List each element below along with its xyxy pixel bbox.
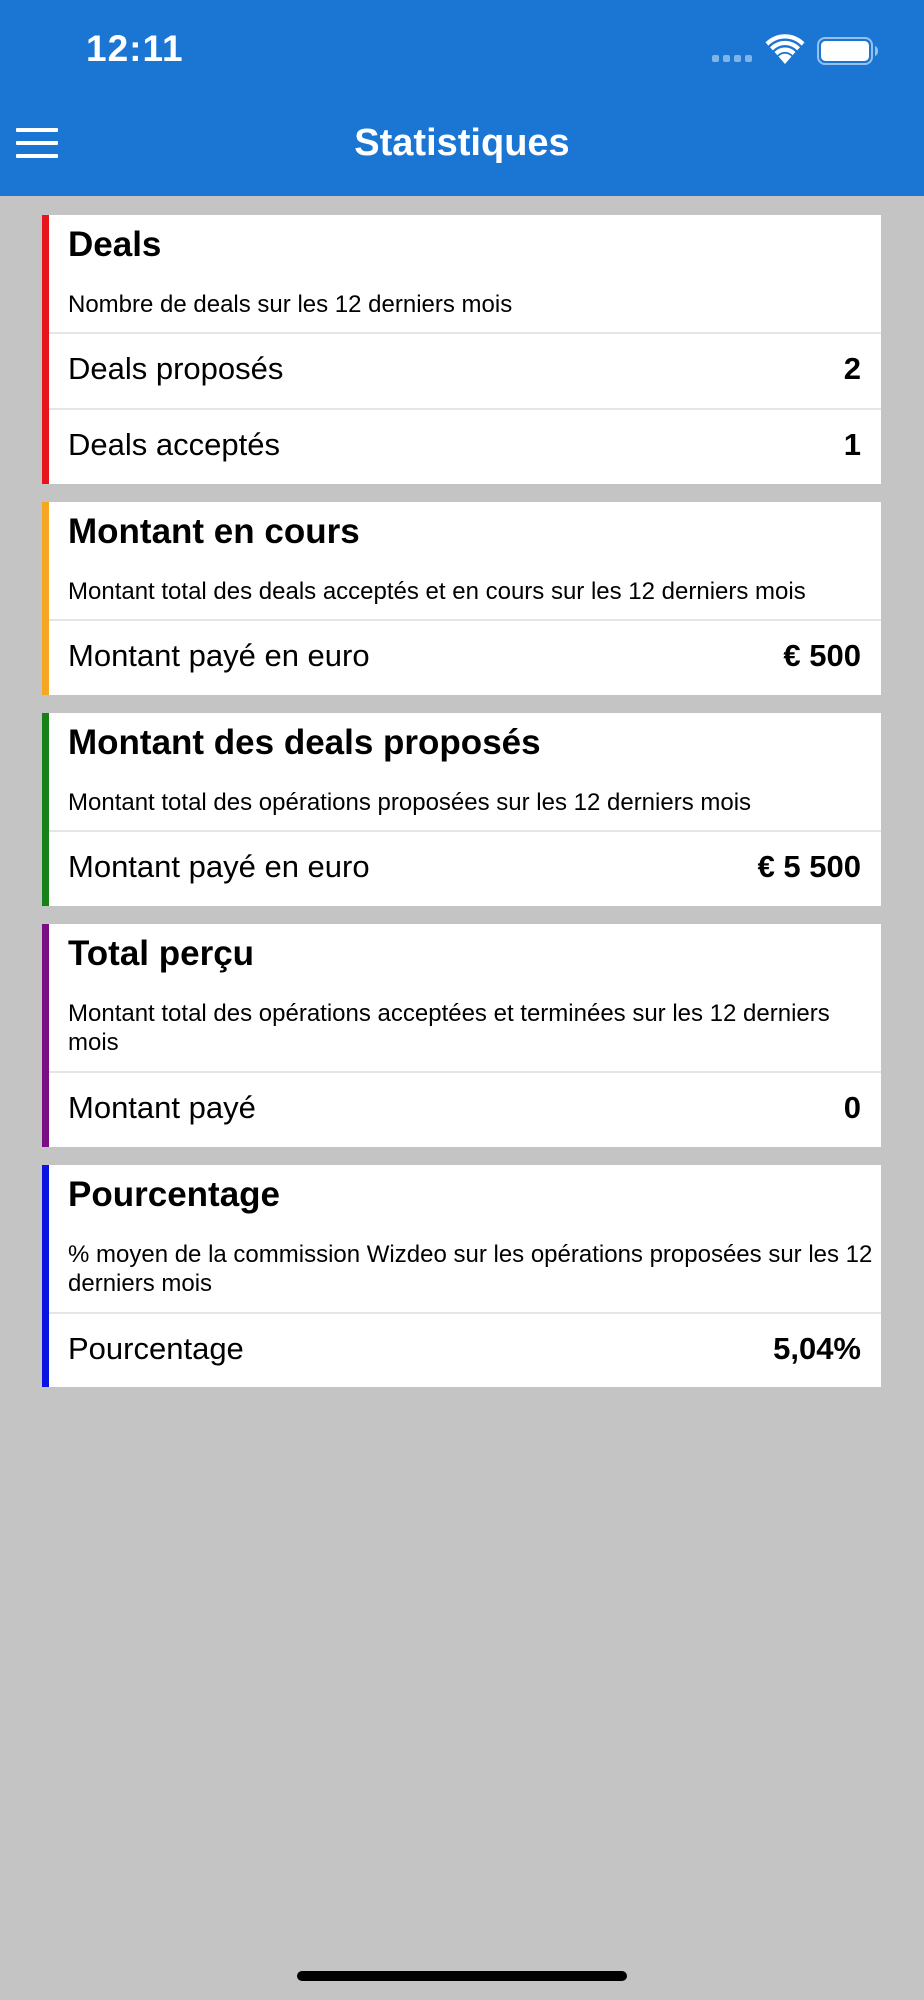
amount-paid-label: Montant payé en euro <box>68 638 370 673</box>
card-title: Montant en cours <box>68 512 360 551</box>
wifi-icon <box>765 34 805 64</box>
card-accent-bar <box>42 215 49 484</box>
divider <box>49 1312 881 1314</box>
total-received-card <box>42 924 881 1147</box>
card-title: Pourcentage <box>68 1175 280 1214</box>
deals-proposed-label: Deals proposés <box>68 351 284 386</box>
amount-paid-value: € 5 500 <box>757 849 861 884</box>
card-accent-bar <box>42 924 49 1147</box>
deals-accepted-value: 1 <box>843 427 861 462</box>
card-description: % moyen de la commission Wizdeo sur les opérations proposées sur les 12 derniers mois <box>68 1241 873 1297</box>
app-header <box>0 0 924 196</box>
current-amount-card <box>42 502 881 695</box>
amount-paid-label: Montant payé en euro <box>68 849 370 884</box>
percentage-value: 5,04% <box>773 1331 861 1366</box>
status-bar-time: 12:11 <box>86 28 184 69</box>
card-description: Montant total des deals acceptés et en cours sur les 12 derniers mois <box>68 578 806 605</box>
card-description: Nombre de deals sur les 12 derniers mois <box>68 291 513 318</box>
proposed-deals-amount-card <box>42 713 881 906</box>
card-title: Deals <box>68 225 162 264</box>
deals-accepted-label: Deals acceptés <box>68 427 280 462</box>
percentage-label: Pourcentage <box>68 1331 244 1366</box>
card-accent-bar <box>42 713 49 906</box>
percentage-card <box>42 1165 881 1387</box>
card-description: Montant total des opérations proposées sur les 12 derniers mois <box>68 789 752 816</box>
divider <box>49 408 881 410</box>
amount-paid-label: Montant payé <box>68 1090 256 1125</box>
card-description: Montant total des opérations acceptées et terminées sur les 12 derniers mois <box>68 1000 830 1056</box>
card-title: Montant des deals proposés <box>68 723 541 762</box>
divider <box>49 332 881 334</box>
amount-paid-value: € 500 <box>783 638 861 673</box>
divider <box>49 830 881 832</box>
card-accent-bar <box>42 502 49 695</box>
card-title: Total perçu <box>68 934 255 973</box>
deals-card <box>42 215 881 484</box>
amount-paid-value: 0 <box>843 1090 861 1125</box>
deals-proposed-value: 2 <box>843 351 861 386</box>
battery-icon <box>817 37 879 65</box>
page-title: Statistiques <box>354 122 570 164</box>
home-indicator[interactable] <box>297 1971 627 1981</box>
divider <box>49 1071 881 1073</box>
card-accent-bar <box>42 1165 49 1387</box>
cellular-signal-icon <box>712 55 756 63</box>
divider <box>49 619 881 621</box>
